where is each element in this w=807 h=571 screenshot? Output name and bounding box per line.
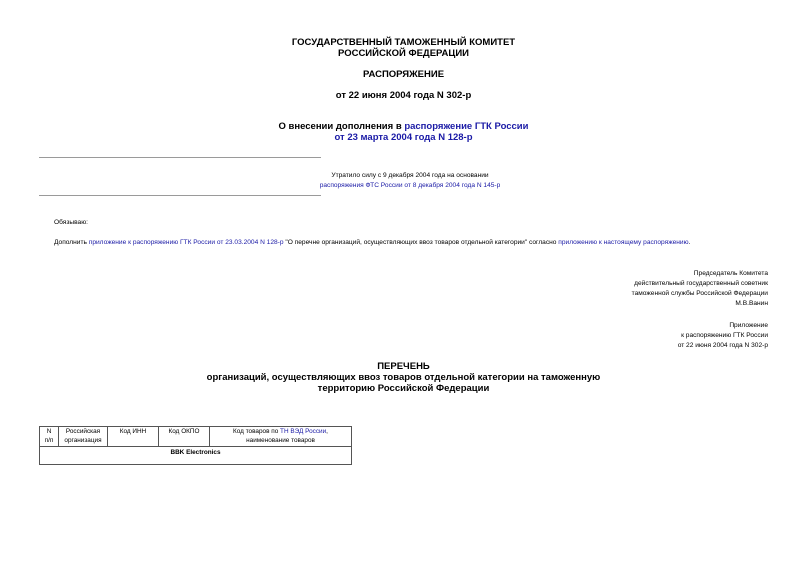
header-cell-goods	[210, 427, 352, 447]
appendix-date: от 22 июня 2004 года N 302-р	[677, 342, 768, 349]
header-cell-number	[40, 427, 59, 447]
header-number-line1: N	[46, 428, 52, 435]
divider-top	[39, 157, 321, 158]
header-cell-inn: Код ИНН	[108, 427, 159, 447]
list-title-line3: территорию Российской Федерации	[317, 383, 490, 394]
org-name-line1: ГОСУДАРСТВЕННЫЙ ТАМОЖЕННЫЙ КОМИТЕТ	[291, 37, 516, 48]
body-link-appendix[interactable]: приложение к распоряжению ГТК России от 23.03.2004 N 128-р	[88, 239, 284, 246]
subject-prefix: О внесении дополнения в	[278, 121, 405, 132]
document-header	[0, 37, 807, 59]
header-org-line2: организация	[64, 436, 102, 444]
signature-service: таможенной службы Российской Федерации	[631, 290, 768, 297]
body-prefix: Дополнить	[54, 239, 89, 246]
body-suffix: .	[688, 239, 691, 246]
document-subject	[0, 121, 807, 143]
body-link-attachment[interactable]: приложению к настоящему распоряжению	[558, 239, 689, 246]
subject-link-date[interactable]: от 23 марта 2004 года N 128-р	[334, 132, 473, 143]
list-title-heading: ПЕРЕЧЕНЬ	[377, 361, 430, 372]
header-number-line2: п/п	[44, 436, 54, 444]
table-header-row	[40, 427, 352, 447]
list-title-line2: организаций, осуществляющих ввоз товаров отдельной категории на таможенную	[206, 372, 601, 383]
subject-link-order[interactable]: распоряжение ГТК России	[404, 121, 529, 132]
appendix-label: Приложение	[729, 322, 768, 329]
goods-link[interactable]: ТН ВЭД России	[280, 428, 327, 435]
appendix-to: к распоряжению ГТК России	[681, 332, 768, 339]
signature-title: Председатель Комитета	[693, 270, 768, 277]
status-link[interactable]: распоряжения ФТС России от 8 декабря 2004 года N 145-р	[319, 182, 501, 189]
signature-name: М.В.Ванин	[735, 300, 768, 307]
status-line: Утратило силу с 9 декабря 2004 года на основании	[331, 172, 489, 179]
body-paragraph	[54, 238, 794, 248]
table-row	[40, 447, 352, 465]
signature-rank: действительный государственный советник	[634, 280, 768, 287]
organizations-table	[39, 426, 352, 465]
appendix-reference	[560, 321, 768, 351]
document-type: РАСПОРЯЖЕНИЕ	[362, 69, 445, 80]
header-org-line1: Российская	[65, 428, 101, 435]
signature-block	[560, 269, 768, 309]
divider-bottom	[39, 195, 321, 196]
org-name-line2: РОССИЙСКОЙ ФЕДЕРАЦИИ	[337, 48, 469, 59]
obligate-text: Обязываю:	[54, 219, 88, 226]
header-cell-okpo: Код ОКПО	[159, 427, 210, 447]
table-section-row: BBK Electronics	[40, 447, 352, 465]
header-cell-organization	[59, 427, 108, 447]
document-date-number: от 22 июня 2004 года N 302-р	[335, 90, 472, 101]
goods-line2: наименование товаров	[246, 436, 315, 444]
validity-status	[210, 171, 610, 191]
goods-prefix: Код товаров по	[233, 428, 281, 435]
goods-suffix: ,	[326, 428, 328, 435]
body-middle: "О перечне организаций, осуществляющих ввоз товаров отдельной категории" согласно	[283, 239, 559, 246]
list-title	[0, 361, 807, 394]
